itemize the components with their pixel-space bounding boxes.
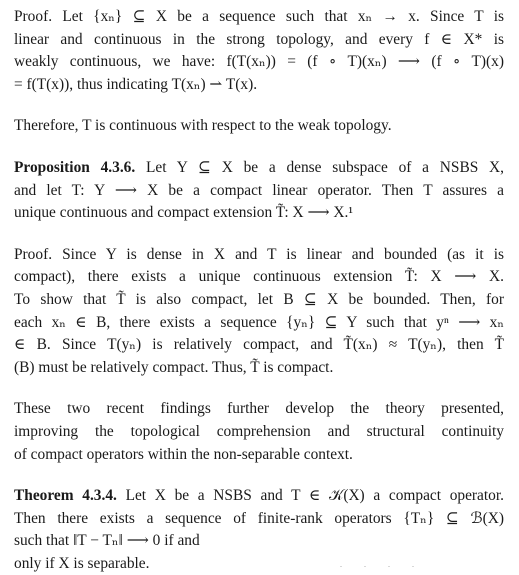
text-line: each xₙ ∈ B, there exists a sequence {yₙ} ⊆ Y such that yⁿ ⟶ xₙ: [14, 313, 504, 331]
text-line: Then there exists a sequence of finite-rank operators {Tₙ} ⊆ ℬ(X): [14, 509, 504, 527]
text-line: and let T: Y ⟶ X be a compact linear operator. Then T assures a: [14, 181, 504, 199]
text-line: only if X is separable.: [14, 554, 150, 572]
text-line: Proposition 4.3.6. Let Y ⊆ X be a dense subspace of a NSBS X,: [14, 158, 505, 176]
theorem-4-3-4: [14, 485, 504, 575]
text-line: To show that T̃ is also compact, let B ⊆ X be bounded. Then, for: [14, 290, 504, 308]
text-line: ∈ B. Since T(yₙ) is relatively compact, and T̃(xₙ) ≈ T(yₙ), then T̃: [14, 336, 504, 354]
findings-paragraph: [14, 398, 504, 466]
text-line: = f(T(x)), thus indicating T(xₙ) ⇀ T(x).: [14, 75, 258, 93]
conclusion-sentence: Therefore, T is continuous with respect to the weak topology.: [14, 117, 392, 135]
theorem-label: Theorem 4.3.4.: [14, 487, 117, 505]
proposition-4-3-6: [14, 157, 504, 225]
text-line: of compact operators within the non-separable context.: [14, 445, 353, 463]
proposition-label: Proposition 4.3.6.: [14, 158, 136, 176]
text-line: weakly continuous, we have: f(T(xₙ)) = (f ∘ T)(xₙ) ⟶ (f ∘ T)(x): [14, 53, 504, 71]
text-line: Proof. Let {xₙ} ⊆ X be a sequence such that xₙ → x. Since T is: [14, 8, 504, 25]
text-line: compact), there exists a unique continuous extension T̃: X ⟶ X.: [14, 268, 504, 286]
text-line: (B) must be relatively compact. Thus, T̃ is compact.: [14, 358, 334, 376]
text-line: Proof. Since Y is dense in X and T is linear and bounded (as it is: [14, 245, 504, 263]
text-line: such that ‖T − Tₙ‖ ⟶ 0 if and: [14, 532, 200, 550]
proof-weak-continuity: [14, 6, 504, 96]
proof-compact-extension: [14, 244, 504, 380]
text-line: linear and continuous in the strong topology, and every f ∈ X* is: [14, 30, 504, 48]
text-line: unique continuous and compact extension T̃: X ⟶ X.¹: [14, 204, 353, 222]
page-bottom-marks: . . . .: [340, 560, 424, 569]
text-line: Theorem 4.3.4. Let X be a NSBS and T ∈ 𝒦(X) a compact operator.: [14, 487, 504, 505]
text-line: These two recent findings further develop the theory presented,: [14, 400, 504, 418]
text-line: improving the topological comprehension and structural continuity: [14, 422, 504, 440]
document-page: [14, 6, 504, 575]
